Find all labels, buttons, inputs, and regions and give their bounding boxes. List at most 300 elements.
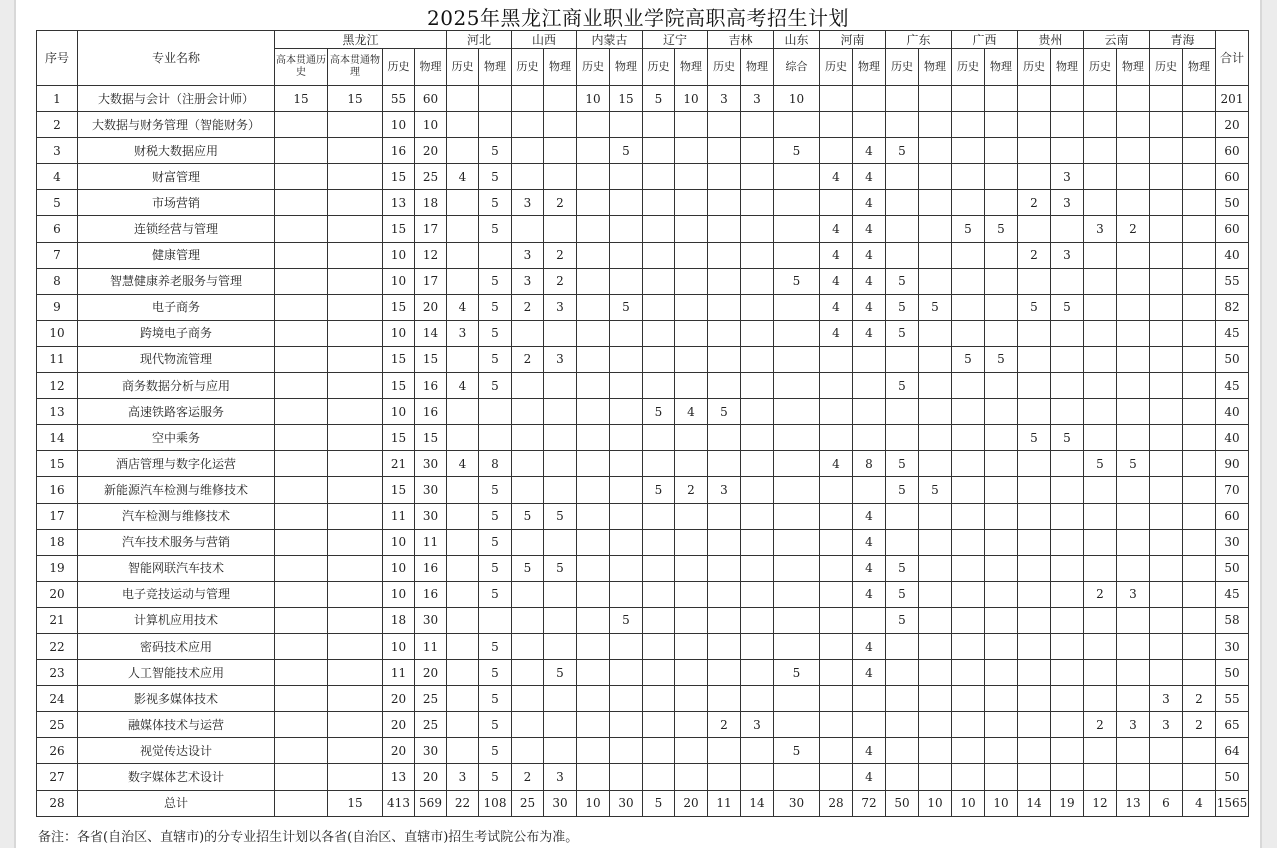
quota-cell bbox=[952, 268, 985, 294]
quota-cell bbox=[1183, 529, 1216, 555]
quota-cell bbox=[774, 216, 820, 242]
quota-cell bbox=[610, 633, 643, 659]
quota-cell bbox=[512, 686, 544, 712]
quota-cell bbox=[275, 477, 328, 503]
quota-cell bbox=[610, 346, 643, 372]
quota-cell: 13 bbox=[383, 764, 415, 790]
quota-cell bbox=[820, 581, 853, 607]
quota-cell bbox=[328, 112, 383, 138]
quota-cell bbox=[1084, 190, 1117, 216]
major-name-cell: 市场营销 bbox=[78, 190, 275, 216]
quota-cell bbox=[275, 112, 328, 138]
quota-cell: 14 bbox=[1018, 790, 1051, 816]
quota-cell bbox=[577, 555, 610, 581]
header-subject: 物理 bbox=[853, 49, 886, 86]
total-cell: 55 bbox=[1216, 268, 1249, 294]
quota-cell bbox=[1051, 138, 1084, 164]
quota-cell bbox=[708, 373, 741, 399]
quota-cell: 5 bbox=[643, 790, 675, 816]
quota-cell bbox=[952, 686, 985, 712]
major-name-cell: 智能网联汽车技术 bbox=[78, 555, 275, 581]
quota-cell bbox=[708, 738, 741, 764]
quota-cell bbox=[741, 268, 774, 294]
quota-cell bbox=[577, 477, 610, 503]
quota-cell bbox=[544, 86, 577, 112]
quota-cell: 2 bbox=[544, 268, 577, 294]
quota-cell bbox=[1150, 346, 1183, 372]
quota-cell bbox=[1183, 242, 1216, 268]
quota-cell bbox=[643, 529, 675, 555]
total-cell: 45 bbox=[1216, 581, 1249, 607]
major-name-cell: 电子商务 bbox=[78, 294, 275, 320]
quota-cell bbox=[643, 660, 675, 686]
quota-cell: 5 bbox=[479, 633, 512, 659]
quota-cell bbox=[1084, 555, 1117, 581]
quota-cell bbox=[675, 633, 708, 659]
quota-cell bbox=[774, 399, 820, 425]
header-subject: 物理 bbox=[1117, 49, 1150, 86]
quota-cell bbox=[952, 764, 985, 790]
quota-cell bbox=[577, 294, 610, 320]
quota-cell bbox=[610, 712, 643, 738]
quota-cell bbox=[1084, 373, 1117, 399]
quota-cell bbox=[275, 633, 328, 659]
quota-cell bbox=[1150, 477, 1183, 503]
quota-cell: 15 bbox=[415, 425, 447, 451]
quota-cell bbox=[1018, 164, 1051, 190]
quota-cell bbox=[919, 503, 952, 529]
quota-cell bbox=[919, 399, 952, 425]
quota-cell bbox=[1117, 242, 1150, 268]
quota-cell bbox=[544, 686, 577, 712]
quota-cell: 30 bbox=[415, 477, 447, 503]
quota-cell bbox=[985, 633, 1018, 659]
quota-cell bbox=[820, 112, 853, 138]
quota-cell: 4 bbox=[853, 503, 886, 529]
quota-cell bbox=[610, 373, 643, 399]
quota-cell: 4 bbox=[853, 555, 886, 581]
quota-cell bbox=[675, 425, 708, 451]
quota-cell bbox=[1051, 581, 1084, 607]
total-cell: 60 bbox=[1216, 216, 1249, 242]
quota-cell bbox=[512, 712, 544, 738]
quota-cell bbox=[820, 190, 853, 216]
quota-cell bbox=[1051, 346, 1084, 372]
quota-cell bbox=[1117, 399, 1150, 425]
quota-cell bbox=[708, 268, 741, 294]
quota-cell: 2 bbox=[1018, 190, 1051, 216]
quota-cell bbox=[741, 764, 774, 790]
quota-cell bbox=[985, 112, 1018, 138]
total-cell: 60 bbox=[1216, 138, 1249, 164]
quota-cell bbox=[275, 764, 328, 790]
quota-cell bbox=[741, 294, 774, 320]
quota-cell: 2 bbox=[675, 477, 708, 503]
quota-cell bbox=[820, 764, 853, 790]
quota-cell bbox=[577, 216, 610, 242]
quota-cell bbox=[643, 242, 675, 268]
table-row bbox=[37, 451, 1249, 477]
total-cell: 20 bbox=[1216, 112, 1249, 138]
quota-cell bbox=[512, 320, 544, 346]
quota-cell bbox=[1084, 764, 1117, 790]
quota-cell bbox=[774, 477, 820, 503]
quota-cell bbox=[774, 555, 820, 581]
quota-cell bbox=[985, 686, 1018, 712]
quota-cell: 10 bbox=[383, 633, 415, 659]
quota-cell bbox=[479, 399, 512, 425]
quota-cell bbox=[741, 320, 774, 346]
quota-cell bbox=[1051, 529, 1084, 555]
quota-cell bbox=[328, 555, 383, 581]
quota-cell bbox=[741, 738, 774, 764]
quota-cell bbox=[741, 138, 774, 164]
quota-cell bbox=[886, 425, 919, 451]
quota-cell: 3 bbox=[544, 294, 577, 320]
quota-cell bbox=[512, 138, 544, 164]
quota-cell bbox=[1051, 503, 1084, 529]
quota-cell bbox=[774, 712, 820, 738]
quota-cell bbox=[985, 477, 1018, 503]
quota-cell bbox=[708, 503, 741, 529]
quota-cell: 2 bbox=[1084, 712, 1117, 738]
major-name-cell: 电子竞技运动与管理 bbox=[78, 581, 275, 607]
quota-cell bbox=[985, 190, 1018, 216]
quota-cell bbox=[741, 425, 774, 451]
quota-cell bbox=[1084, 738, 1117, 764]
header-subject: 物理 bbox=[415, 49, 447, 86]
quota-cell bbox=[952, 477, 985, 503]
quota-cell bbox=[577, 451, 610, 477]
quota-cell bbox=[275, 294, 328, 320]
quota-cell bbox=[328, 633, 383, 659]
quota-cell: 5 bbox=[610, 294, 643, 320]
seq-cell: 17 bbox=[37, 503, 78, 529]
quota-cell bbox=[774, 425, 820, 451]
quota-cell: 10 bbox=[675, 86, 708, 112]
total-cell: 60 bbox=[1216, 503, 1249, 529]
quota-cell: 2 bbox=[708, 712, 741, 738]
quota-cell: 3 bbox=[512, 242, 544, 268]
quota-cell: 5 bbox=[1084, 451, 1117, 477]
major-name-cell: 高速铁路客运服务 bbox=[78, 399, 275, 425]
quota-cell bbox=[1018, 373, 1051, 399]
seq-cell: 19 bbox=[37, 555, 78, 581]
quota-cell bbox=[853, 686, 886, 712]
quota-cell bbox=[512, 425, 544, 451]
total-cell: 55 bbox=[1216, 686, 1249, 712]
quota-cell bbox=[853, 346, 886, 372]
major-name-cell: 影视多媒体技术 bbox=[78, 686, 275, 712]
quota-cell: 3 bbox=[544, 346, 577, 372]
quota-cell bbox=[512, 738, 544, 764]
quota-cell bbox=[1018, 529, 1051, 555]
quota-cell bbox=[328, 607, 383, 633]
quota-cell: 2 bbox=[1084, 581, 1117, 607]
quota-cell bbox=[447, 242, 479, 268]
quota-cell bbox=[952, 738, 985, 764]
quota-cell: 4 bbox=[853, 738, 886, 764]
quota-cell bbox=[1018, 712, 1051, 738]
quota-cell bbox=[328, 581, 383, 607]
quota-cell bbox=[577, 268, 610, 294]
header-subject: 物理 bbox=[985, 49, 1018, 86]
quota-cell: 3 bbox=[741, 712, 774, 738]
quota-cell bbox=[1150, 451, 1183, 477]
quota-cell bbox=[1150, 216, 1183, 242]
seq-cell: 12 bbox=[37, 373, 78, 399]
quota-cell bbox=[577, 503, 610, 529]
quota-cell bbox=[479, 86, 512, 112]
quota-cell bbox=[610, 660, 643, 686]
total-cell: 82 bbox=[1216, 294, 1249, 320]
quota-cell bbox=[643, 764, 675, 790]
table-row bbox=[37, 138, 1249, 164]
quota-cell bbox=[1018, 581, 1051, 607]
quota-cell: 21 bbox=[383, 451, 415, 477]
quota-cell bbox=[1117, 633, 1150, 659]
quota-cell: 11 bbox=[415, 633, 447, 659]
quota-cell: 17 bbox=[415, 216, 447, 242]
seq-cell: 26 bbox=[37, 738, 78, 764]
header-subject: 高本贯通物理 bbox=[328, 49, 383, 86]
quota-cell bbox=[886, 190, 919, 216]
quota-cell bbox=[820, 86, 853, 112]
table-row bbox=[37, 190, 1249, 216]
seq-cell: 9 bbox=[37, 294, 78, 320]
quota-cell bbox=[675, 764, 708, 790]
quota-cell bbox=[985, 738, 1018, 764]
table-row bbox=[37, 607, 1249, 633]
quota-cell bbox=[275, 529, 328, 555]
quota-cell bbox=[774, 451, 820, 477]
quota-cell: 5 bbox=[479, 581, 512, 607]
quota-cell bbox=[1084, 86, 1117, 112]
quota-cell: 4 bbox=[853, 138, 886, 164]
quota-cell: 3 bbox=[544, 764, 577, 790]
quota-cell: 5 bbox=[479, 216, 512, 242]
quota-cell: 10 bbox=[383, 268, 415, 294]
quota-cell bbox=[708, 320, 741, 346]
quota-cell: 5 bbox=[774, 738, 820, 764]
quota-cell: 20 bbox=[415, 660, 447, 686]
quota-cell bbox=[1051, 738, 1084, 764]
quota-cell bbox=[741, 633, 774, 659]
seq-cell: 25 bbox=[37, 712, 78, 738]
table-row bbox=[37, 738, 1249, 764]
quota-cell: 5 bbox=[610, 138, 643, 164]
total-cell: 30 bbox=[1216, 633, 1249, 659]
major-name-cell: 跨境电子商务 bbox=[78, 320, 275, 346]
quota-cell: 16 bbox=[415, 373, 447, 399]
quota-cell bbox=[512, 399, 544, 425]
quota-cell: 10 bbox=[383, 581, 415, 607]
quota-cell bbox=[447, 477, 479, 503]
quota-cell: 22 bbox=[447, 790, 479, 816]
quota-cell bbox=[1150, 660, 1183, 686]
quota-cell bbox=[643, 581, 675, 607]
quota-cell bbox=[820, 686, 853, 712]
quota-cell bbox=[985, 242, 1018, 268]
quota-cell bbox=[774, 529, 820, 555]
quota-cell bbox=[328, 346, 383, 372]
seq-cell: 2 bbox=[37, 112, 78, 138]
table-row bbox=[37, 712, 1249, 738]
quota-cell: 5 bbox=[512, 555, 544, 581]
quota-cell bbox=[1183, 138, 1216, 164]
quota-cell bbox=[1018, 555, 1051, 581]
quota-cell: 5 bbox=[479, 686, 512, 712]
quota-cell bbox=[952, 138, 985, 164]
quota-cell bbox=[1183, 294, 1216, 320]
total-cell: 40 bbox=[1216, 242, 1249, 268]
quota-cell: 20 bbox=[675, 790, 708, 816]
quota-cell bbox=[820, 138, 853, 164]
quota-cell: 10 bbox=[383, 555, 415, 581]
quota-cell bbox=[886, 216, 919, 242]
quota-cell bbox=[328, 477, 383, 503]
quota-cell: 12 bbox=[415, 242, 447, 268]
seq-cell: 28 bbox=[37, 790, 78, 816]
quota-cell bbox=[275, 607, 328, 633]
quota-cell bbox=[610, 242, 643, 268]
header-province: 山西 bbox=[512, 31, 577, 49]
header-province: 山东 bbox=[774, 31, 820, 49]
quota-cell: 13 bbox=[1117, 790, 1150, 816]
quota-cell bbox=[1018, 503, 1051, 529]
quota-cell: 10 bbox=[383, 112, 415, 138]
quota-cell bbox=[1150, 86, 1183, 112]
quota-cell bbox=[952, 242, 985, 268]
seq-cell: 7 bbox=[37, 242, 78, 268]
quota-cell: 5 bbox=[479, 138, 512, 164]
quota-cell: 3 bbox=[447, 764, 479, 790]
quota-cell bbox=[985, 399, 1018, 425]
quota-cell bbox=[512, 451, 544, 477]
quota-cell bbox=[952, 581, 985, 607]
quota-cell bbox=[1084, 138, 1117, 164]
quota-cell bbox=[577, 190, 610, 216]
quota-cell bbox=[985, 451, 1018, 477]
quota-cell bbox=[741, 607, 774, 633]
quota-cell: 30 bbox=[774, 790, 820, 816]
quota-cell bbox=[447, 529, 479, 555]
quota-cell bbox=[853, 86, 886, 112]
quota-cell: 2 bbox=[512, 764, 544, 790]
quota-cell bbox=[1183, 346, 1216, 372]
quota-cell bbox=[610, 451, 643, 477]
quota-cell bbox=[774, 686, 820, 712]
table-row bbox=[37, 660, 1249, 686]
header-subject: 历史 bbox=[1084, 49, 1117, 86]
quota-cell bbox=[708, 451, 741, 477]
quota-cell bbox=[1051, 268, 1084, 294]
quota-cell bbox=[985, 529, 1018, 555]
quota-cell: 5 bbox=[886, 294, 919, 320]
header-province: 黑龙江 bbox=[275, 31, 447, 49]
quota-cell bbox=[577, 373, 610, 399]
quota-cell bbox=[1084, 242, 1117, 268]
quota-cell bbox=[675, 346, 708, 372]
quota-cell: 108 bbox=[479, 790, 512, 816]
header-subject: 历史 bbox=[383, 49, 415, 86]
quota-cell bbox=[820, 399, 853, 425]
quota-cell bbox=[708, 555, 741, 581]
quota-cell bbox=[741, 686, 774, 712]
quota-cell bbox=[512, 216, 544, 242]
quota-cell bbox=[774, 764, 820, 790]
quota-cell bbox=[952, 712, 985, 738]
header-subject: 历史 bbox=[886, 49, 919, 86]
quota-cell: 55 bbox=[383, 86, 415, 112]
quota-cell bbox=[1084, 607, 1117, 633]
quota-cell: 3 bbox=[512, 268, 544, 294]
quota-cell bbox=[447, 555, 479, 581]
quota-cell bbox=[1183, 660, 1216, 686]
major-name-cell: 财税大数据应用 bbox=[78, 138, 275, 164]
quota-cell bbox=[1150, 268, 1183, 294]
quota-cell: 30 bbox=[415, 451, 447, 477]
quota-cell bbox=[275, 451, 328, 477]
quota-cell bbox=[919, 686, 952, 712]
quota-cell bbox=[544, 399, 577, 425]
quota-cell bbox=[275, 373, 328, 399]
quota-cell bbox=[1018, 346, 1051, 372]
total-cell: 50 bbox=[1216, 764, 1249, 790]
quota-cell bbox=[275, 738, 328, 764]
quota-cell bbox=[1051, 399, 1084, 425]
quota-cell bbox=[741, 529, 774, 555]
quota-cell: 5 bbox=[919, 294, 952, 320]
quota-cell bbox=[643, 738, 675, 764]
quota-cell bbox=[1150, 399, 1183, 425]
quota-cell bbox=[741, 373, 774, 399]
quota-cell bbox=[820, 503, 853, 529]
quota-cell bbox=[741, 660, 774, 686]
seq-cell: 8 bbox=[37, 268, 78, 294]
header-province: 内蒙古 bbox=[577, 31, 643, 49]
quota-cell bbox=[610, 399, 643, 425]
quota-cell bbox=[1117, 138, 1150, 164]
quota-cell bbox=[1150, 529, 1183, 555]
quota-cell bbox=[328, 529, 383, 555]
quota-cell bbox=[886, 738, 919, 764]
quota-cell bbox=[1084, 346, 1117, 372]
quota-cell: 25 bbox=[415, 164, 447, 190]
seq-cell: 1 bbox=[37, 86, 78, 112]
quota-cell bbox=[886, 399, 919, 425]
quota-cell bbox=[447, 738, 479, 764]
quota-cell bbox=[1117, 294, 1150, 320]
quota-cell: 30 bbox=[415, 738, 447, 764]
quota-cell bbox=[1117, 764, 1150, 790]
quota-cell bbox=[708, 294, 741, 320]
quota-cell bbox=[610, 477, 643, 503]
header-total: 合计 bbox=[1216, 31, 1249, 86]
quota-cell bbox=[577, 686, 610, 712]
quota-cell: 15 bbox=[328, 86, 383, 112]
quota-cell: 5 bbox=[985, 216, 1018, 242]
quota-cell bbox=[1117, 320, 1150, 346]
quota-cell bbox=[328, 660, 383, 686]
quota-cell bbox=[1018, 633, 1051, 659]
total-cell: 64 bbox=[1216, 738, 1249, 764]
quota-cell bbox=[708, 581, 741, 607]
major-name-cell: 总计 bbox=[78, 790, 275, 816]
quota-cell bbox=[328, 425, 383, 451]
quota-cell bbox=[1150, 425, 1183, 451]
quota-cell bbox=[1018, 86, 1051, 112]
